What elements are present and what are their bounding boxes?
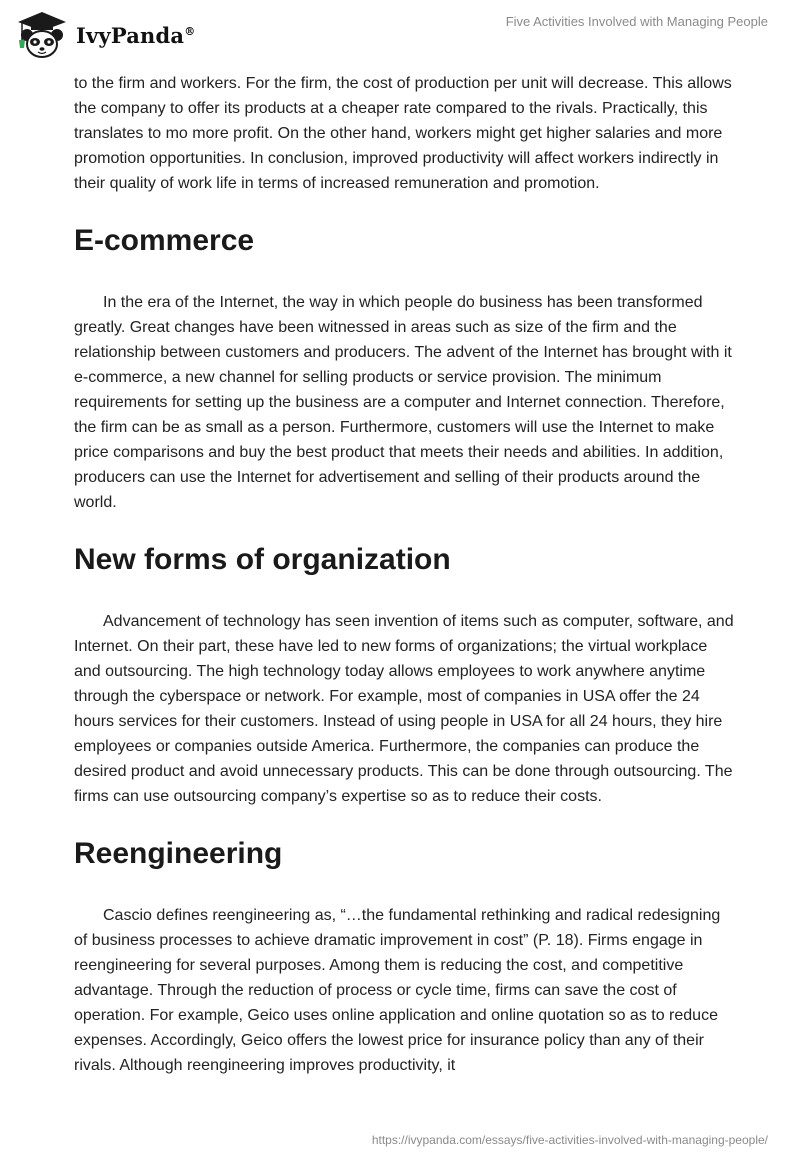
- panda-graduate-icon: [14, 10, 70, 60]
- document-title: Five Activities Involved with Managing People: [505, 14, 768, 29]
- section-paragraph-reengineering: Cascio defines reengineering as, “…the fundamental rethinking and radical redesigning of business processes to achieve dramatic improvement in cost” (P. 18). Firms engage in reengineering for several purposes. Among them is reducing the cost, and competitive advantage. Through the reduction of process or cycle time, firms can save the cost of operation. For example, Geico uses online application and online quotation so as to reduce expenses. Accordingly, Geico offers the lowest price for insurance policy than any of their rivals. Although reengineering improves productivity, it: [74, 907, 721, 1074]
- source-url[interactable]: https://ivypanda.com/essays/five-activities-involved-with-managing-people/: [371, 1133, 768, 1147]
- section-heading-reengineering: Reengineering: [74, 837, 283, 870]
- registered-mark: ®: [184, 24, 196, 38]
- section-paragraph-new-forms-of-organization: Advancement of technology has seen invention of items such as computer, software, and Internet. On their part, these have led to new forms of organizations; the virtual workplace and outsourcing. The high technology today allows employees to work anywhere anytime through the cyberspace or network. For example, most of companies in USA offer the 24 hours services for their customers. Instead of using people in USA for all 24 hours, they hire employees or companies outside America. Furthermore, the companies can produce the desired product and avoid unnecessary products. This can be done through outsourcing. The firms can use outsourcing company’s expertise so as to reduce their costs.: [74, 613, 734, 805]
- section-heading-new-forms-of-organization: New forms of organization: [74, 543, 451, 576]
- essay-content: [74, 71, 734, 1078]
- brand-name: IvyPanda®: [76, 22, 196, 48]
- section-heading-ecommerce: E-commerce: [74, 224, 255, 257]
- ivypanda-logo[interactable]: [14, 10, 195, 60]
- intro-paragraph: to the firm and workers. For the firm, the cost of production per unit will decrease. This allows the company to offer its products at a cheaper rate compared to the rivals. Practically, this translates to mo more profit. On the other hand, workers might get higher salaries and more promotion opportunities. In conclusion, improved productivity will affect workers indirectly in their quality of work life in terms of increased remuneration and promotion.: [74, 75, 732, 192]
- section-paragraph-ecommerce: In the era of the Internet, the way in which people do business has been transformed greatly. Great changes have been witnessed in areas such as size of the firm and the relationship between customers and producers. The advent of the Internet has brought with it e-commerce, a new channel for selling products or service provision. The minimum requirements for setting up the business are a computer and Internet connection. Therefore, the firm can be as small as a person. Furthermore, customers will use the Internet to make price comparisons and buy the best product that meets their needs and abilities. In addition, producers can use the Internet for advertisement and selling of their products around the world.: [74, 294, 732, 511]
- page-header: [0, 0, 800, 70]
